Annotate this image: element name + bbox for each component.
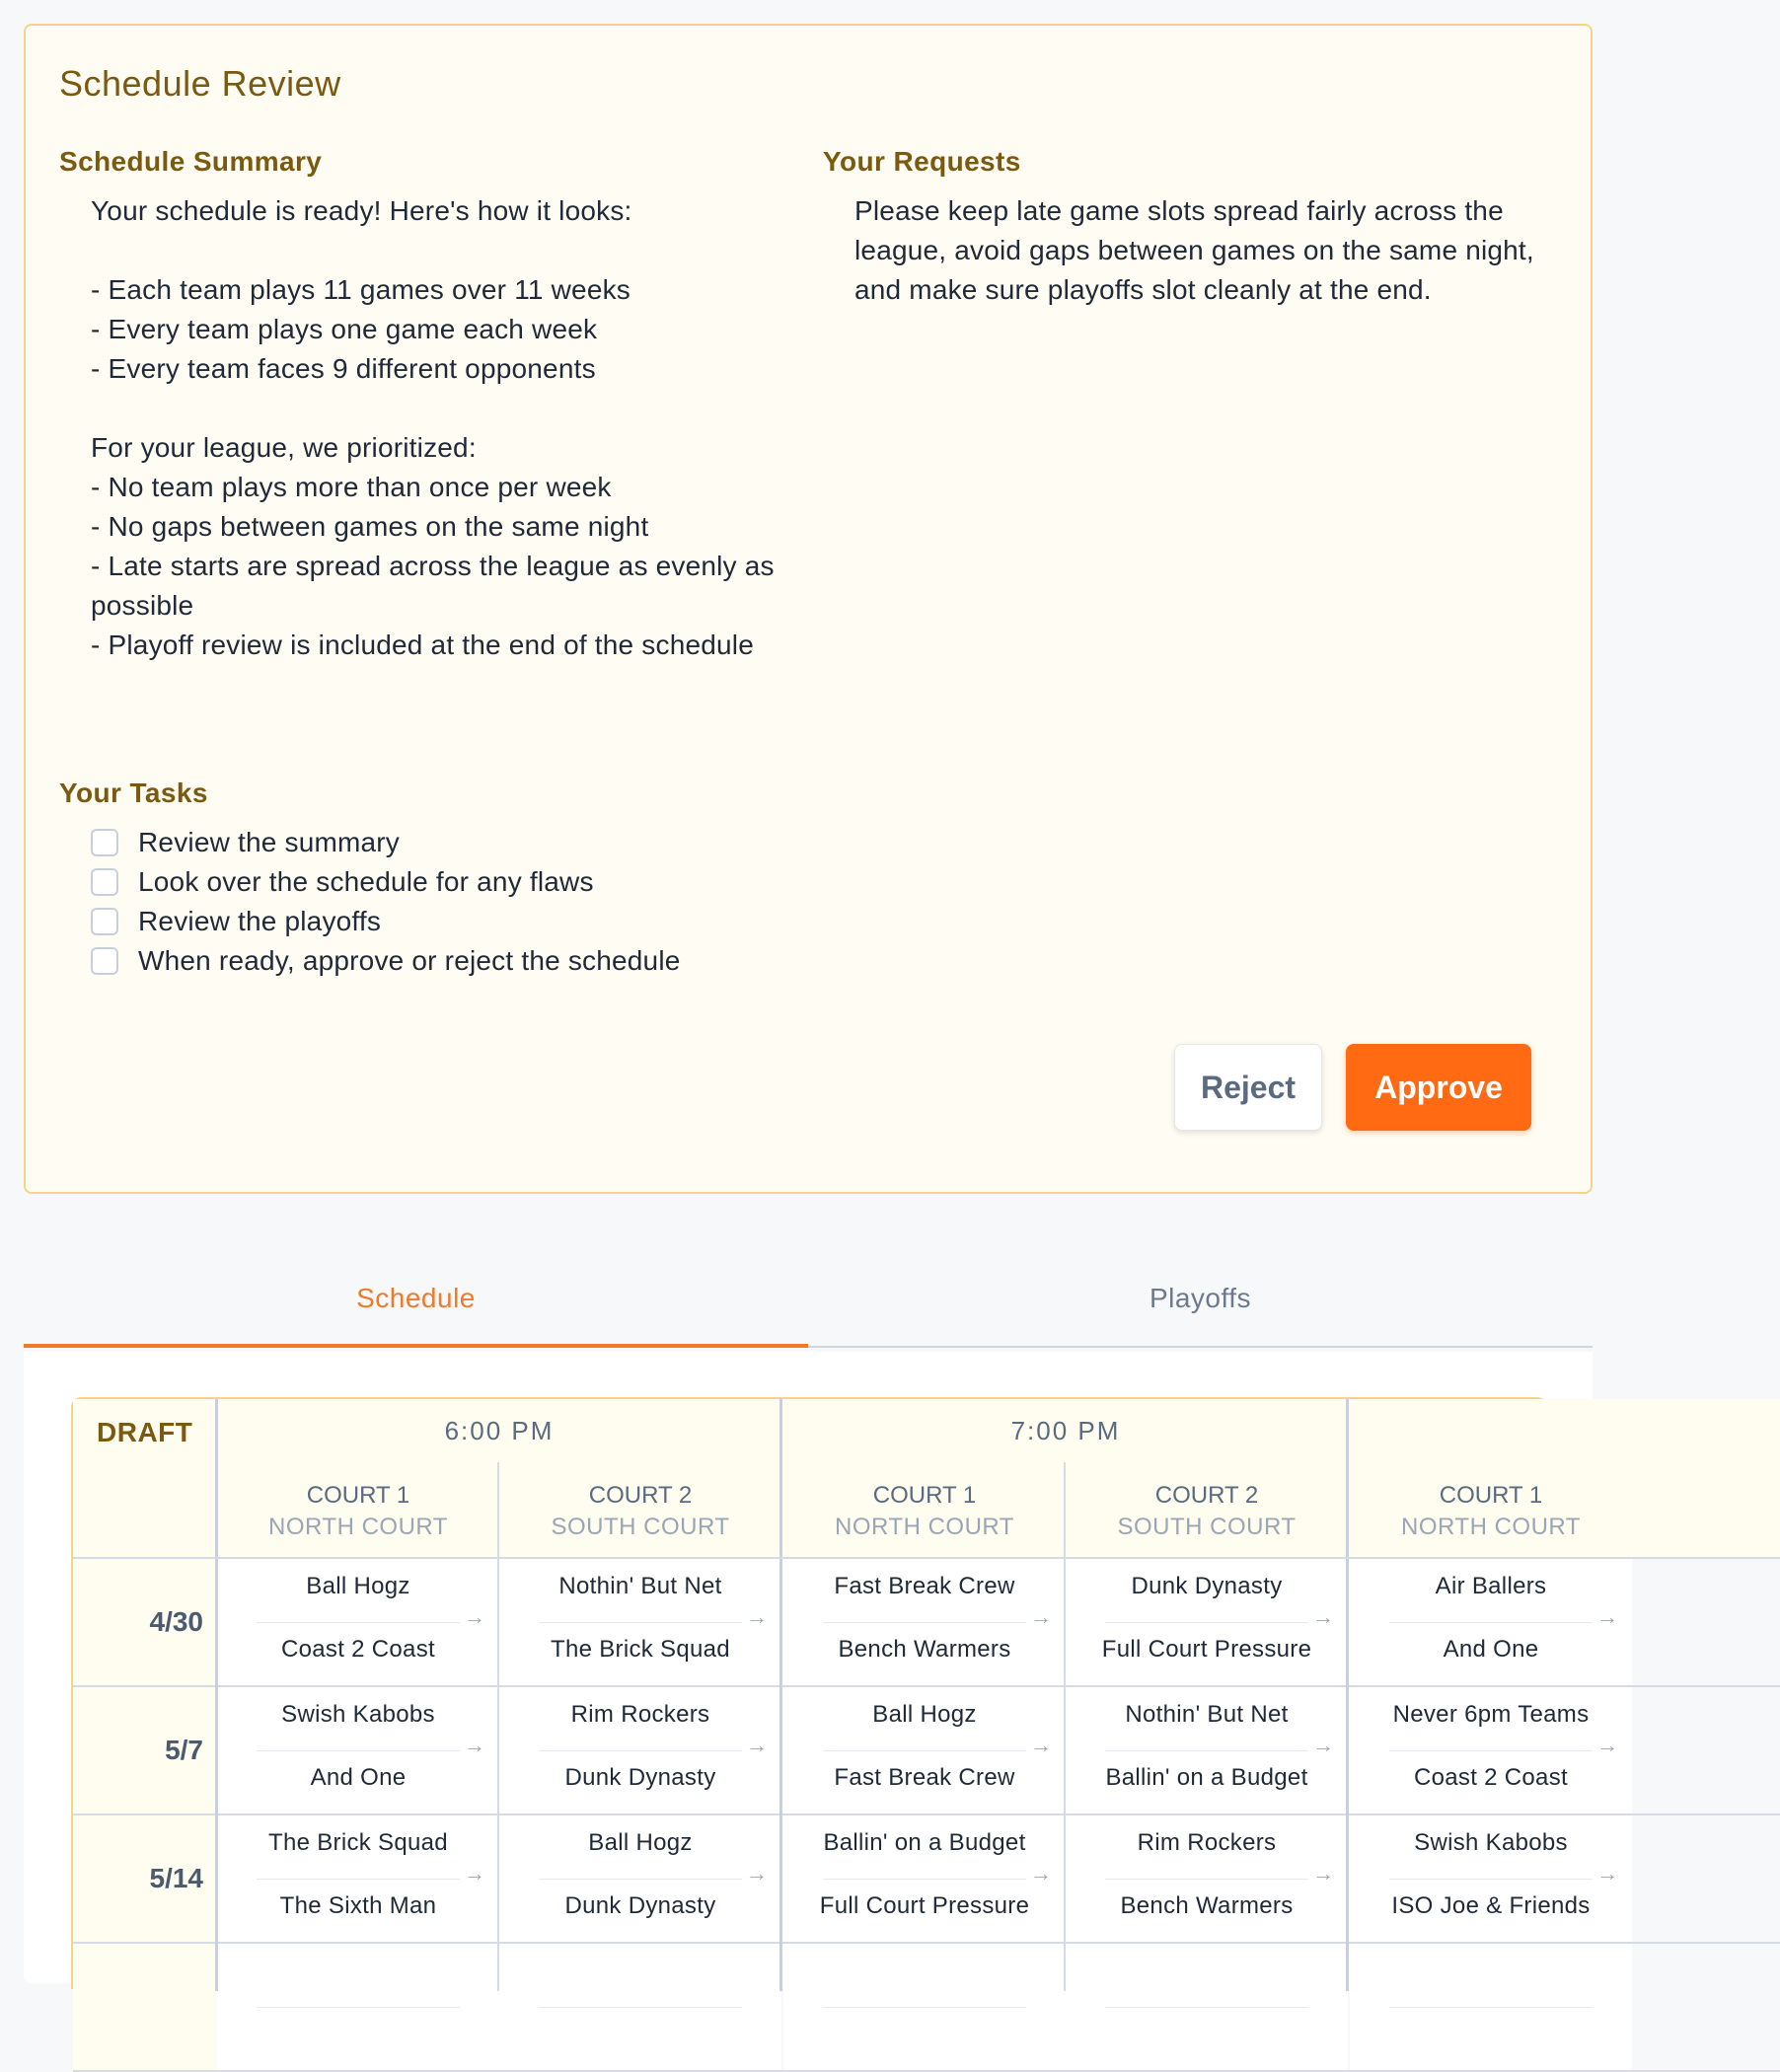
swap-arrow-icon[interactable]: → [746, 1861, 768, 1886]
matchup-divider [823, 2007, 1026, 2008]
matchup-divider [539, 1750, 742, 1751]
swap-arrow-icon[interactable]: → [464, 1861, 485, 1886]
home-team: Fast Break Crew [834, 1573, 1015, 1599]
game-slot[interactable] [1066, 1687, 1348, 1813]
matchup-divider [257, 1879, 460, 1880]
swap-arrow-icon[interactable]: → [1030, 1861, 1052, 1886]
away-team: Dunk Dynasty [564, 1892, 716, 1919]
task-checkbox[interactable] [91, 947, 118, 975]
court-name: COURT 2 [588, 1482, 693, 1509]
away-team: And One [310, 1764, 407, 1791]
task-label: When ready, approve or reject the schedule [138, 945, 681, 976]
game-slot[interactable] [1350, 1944, 1632, 2070]
game-slot[interactable] [217, 1815, 499, 1942]
matchup-divider [1105, 1622, 1308, 1623]
away-team: Full Court Pressure [1101, 1636, 1312, 1663]
away-team: Coast 2 Coast [1414, 1764, 1568, 1791]
matchup-divider [823, 1622, 1026, 1623]
matchup-divider [1105, 1750, 1308, 1751]
home-team: Swish Kabobs [281, 1701, 435, 1728]
game-slot[interactable] [499, 1687, 781, 1813]
court-location: SOUTH COURT [1117, 1514, 1297, 1540]
court-header [783, 1480, 1066, 1543]
task-label: Review the playoffs [138, 906, 382, 936]
home-team: Ball Hogz [872, 1701, 977, 1728]
away-team: Bench Warmers [1120, 1892, 1294, 1919]
away-team: Ballin' on a Budget [1105, 1764, 1308, 1791]
game-slot[interactable] [217, 1944, 499, 2070]
swap-arrow-icon[interactable]: → [1030, 1604, 1052, 1629]
game-slot[interactable] [783, 1815, 1066, 1942]
matchup-divider [1389, 1622, 1593, 1623]
approve-button[interactable]: Approve [1346, 1044, 1531, 1131]
game-slot[interactable] [1350, 1687, 1632, 1813]
grid-line [73, 1557, 1780, 1559]
matchup-divider [1389, 2007, 1593, 2008]
active-tab-indicator [24, 1344, 808, 1348]
task-item[interactable] [91, 862, 789, 902]
grid-line [497, 1462, 499, 1991]
swap-arrow-icon[interactable]: → [1596, 1604, 1618, 1629]
matchup-divider [1105, 2007, 1308, 2008]
requests-text: Please keep late game slots spread fairly across the league, avoid gaps between games on the same night, and make sure playoffs slot cleanly at the end. [854, 195, 1542, 305]
court-location: NORTH COURT [268, 1514, 448, 1540]
time-slot-header: 6:00 PM [444, 1415, 555, 1445]
home-team: Nothin' But Net [558, 1573, 722, 1599]
away-team: Full Court Pressure [819, 1892, 1030, 1919]
home-team: Ball Hogz [588, 1829, 693, 1856]
matchup-divider [257, 2007, 460, 2008]
matchup-divider [257, 1750, 460, 1751]
court-location: NORTH COURT [835, 1514, 1014, 1540]
your-requests-section [823, 146, 1553, 310]
task-checkbox[interactable] [91, 829, 118, 856]
game-slot[interactable] [1350, 1559, 1632, 1685]
game-slot[interactable] [1066, 1815, 1348, 1942]
matchup-divider [539, 2007, 742, 2008]
view-tabs [24, 1247, 1593, 1350]
court-location: NORTH COURT [1401, 1514, 1581, 1540]
review-title: Schedule Review [59, 63, 341, 104]
row-date [73, 1944, 217, 2070]
matchup-divider [823, 1879, 1026, 1880]
court-name: COURT 2 [1154, 1482, 1259, 1509]
game-slot[interactable] [217, 1559, 499, 1685]
swap-arrow-icon[interactable]: → [1312, 1604, 1334, 1629]
row-date: 4/30 [73, 1559, 217, 1685]
grid-line [215, 1399, 218, 1991]
grid-line [779, 1399, 782, 1991]
away-team: Bench Warmers [838, 1636, 1011, 1663]
home-team: The Brick Squad [268, 1829, 448, 1856]
task-checkbox[interactable] [91, 868, 118, 896]
task-list [91, 823, 789, 981]
task-label: Review the summary [138, 827, 401, 857]
home-team: Rim Rockers [570, 1701, 710, 1728]
matchup-divider [823, 1750, 1026, 1751]
summary-text: Your schedule is ready! Here's how it looks: - Each team plays 11 games over 11 weeks - Every team plays one game each week - Every team faces 9 different opponents For your league, we prioritized: - No team plays more than once per week - No gaps between games on the same night - Late starts are spread across the league as evenly as possible - Playoff review is included at the end of the schedule [91, 195, 775, 660]
home-team: Rim Rockers [1137, 1829, 1277, 1856]
home-team: Ball Hogz [306, 1573, 410, 1599]
court-name: COURT 1 [1439, 1482, 1543, 1509]
swap-arrow-icon[interactable]: → [1596, 1733, 1618, 1757]
court-header [1350, 1480, 1632, 1543]
swap-arrow-icon[interactable]: → [1312, 1733, 1334, 1757]
court-name: COURT 1 [306, 1482, 410, 1509]
game-slot[interactable] [783, 1559, 1066, 1685]
away-team: The Brick Squad [551, 1636, 730, 1663]
home-team: Never 6pm Teams [1392, 1701, 1590, 1728]
task-checkbox[interactable] [91, 908, 118, 935]
swap-arrow-icon[interactable]: → [1596, 1861, 1618, 1886]
game-slot[interactable] [1066, 1944, 1348, 2070]
game-slot[interactable] [499, 1815, 781, 1942]
home-team: Air Ballers [1435, 1573, 1547, 1599]
matchup-divider [257, 1622, 460, 1623]
draft-badge: DRAFT [97, 1417, 193, 1447]
home-team: Nothin' But Net [1125, 1701, 1289, 1728]
tab-schedule[interactable]: Schedule [356, 1283, 476, 1313]
game-slot[interactable] [783, 1687, 1066, 1813]
swap-arrow-icon[interactable]: → [1312, 1861, 1334, 1886]
matchup-divider [1389, 1879, 1593, 1880]
game-slot[interactable] [1066, 1559, 1348, 1685]
game-slot[interactable] [499, 1559, 781, 1685]
grid-line [1064, 1462, 1066, 1991]
swap-arrow-icon[interactable]: → [1030, 1733, 1052, 1757]
swap-arrow-icon[interactable]: → [464, 1733, 485, 1757]
home-team: Ballin' on a Budget [823, 1829, 1026, 1856]
row-date: 5/14 [73, 1815, 217, 1942]
game-slot[interactable] [783, 1944, 1066, 2070]
time-slot-header: 7:00 PM [1010, 1415, 1121, 1445]
schedule-review-card [24, 24, 1593, 1194]
task-item[interactable] [91, 902, 789, 941]
requests-heading: Your Requests [823, 146, 1021, 177]
summary-heading: Schedule Summary [59, 146, 323, 177]
away-team: ISO Joe & Friends [1391, 1892, 1591, 1919]
row-date: 5/7 [73, 1687, 217, 1813]
court-name: COURT 1 [872, 1482, 977, 1509]
court-header [217, 1480, 499, 1543]
schedule-grid [71, 1397, 1618, 1989]
game-slot[interactable] [217, 1687, 499, 1813]
game-slot[interactable] [1350, 1815, 1632, 1942]
away-team: The Sixth Man [279, 1892, 437, 1919]
court-header [1066, 1480, 1348, 1543]
swap-arrow-icon[interactable]: → [746, 1733, 768, 1757]
away-team: And One [1443, 1636, 1539, 1663]
game-slot[interactable] [499, 1944, 781, 2070]
matchup-divider [1389, 1750, 1593, 1751]
your-tasks-section [59, 777, 789, 981]
court-header [499, 1480, 781, 1543]
reject-button[interactable]: Reject [1174, 1044, 1322, 1131]
home-team: Dunk Dynasty [1131, 1573, 1283, 1599]
matchup-divider [1105, 1879, 1308, 1880]
court-location: SOUTH COURT [551, 1514, 730, 1540]
swap-arrow-icon[interactable]: → [464, 1604, 485, 1629]
task-label: Look over the schedule for any flaws [138, 866, 594, 897]
grid-line [1346, 1399, 1349, 1991]
matchup-divider [539, 1879, 742, 1880]
task-item[interactable] [91, 941, 789, 981]
away-team: Dunk Dynasty [564, 1764, 716, 1791]
matchup-divider [539, 1622, 742, 1623]
away-team: Coast 2 Coast [281, 1636, 435, 1663]
tasks-heading: Your Tasks [59, 777, 208, 808]
swap-arrow-icon[interactable]: → [746, 1604, 768, 1629]
schedule-summary-section [59, 146, 789, 665]
task-item[interactable] [91, 823, 789, 862]
away-team: Fast Break Crew [834, 1764, 1015, 1791]
tab-playoffs[interactable]: Playoffs [1149, 1283, 1252, 1313]
home-team: Swish Kabobs [1414, 1829, 1568, 1856]
